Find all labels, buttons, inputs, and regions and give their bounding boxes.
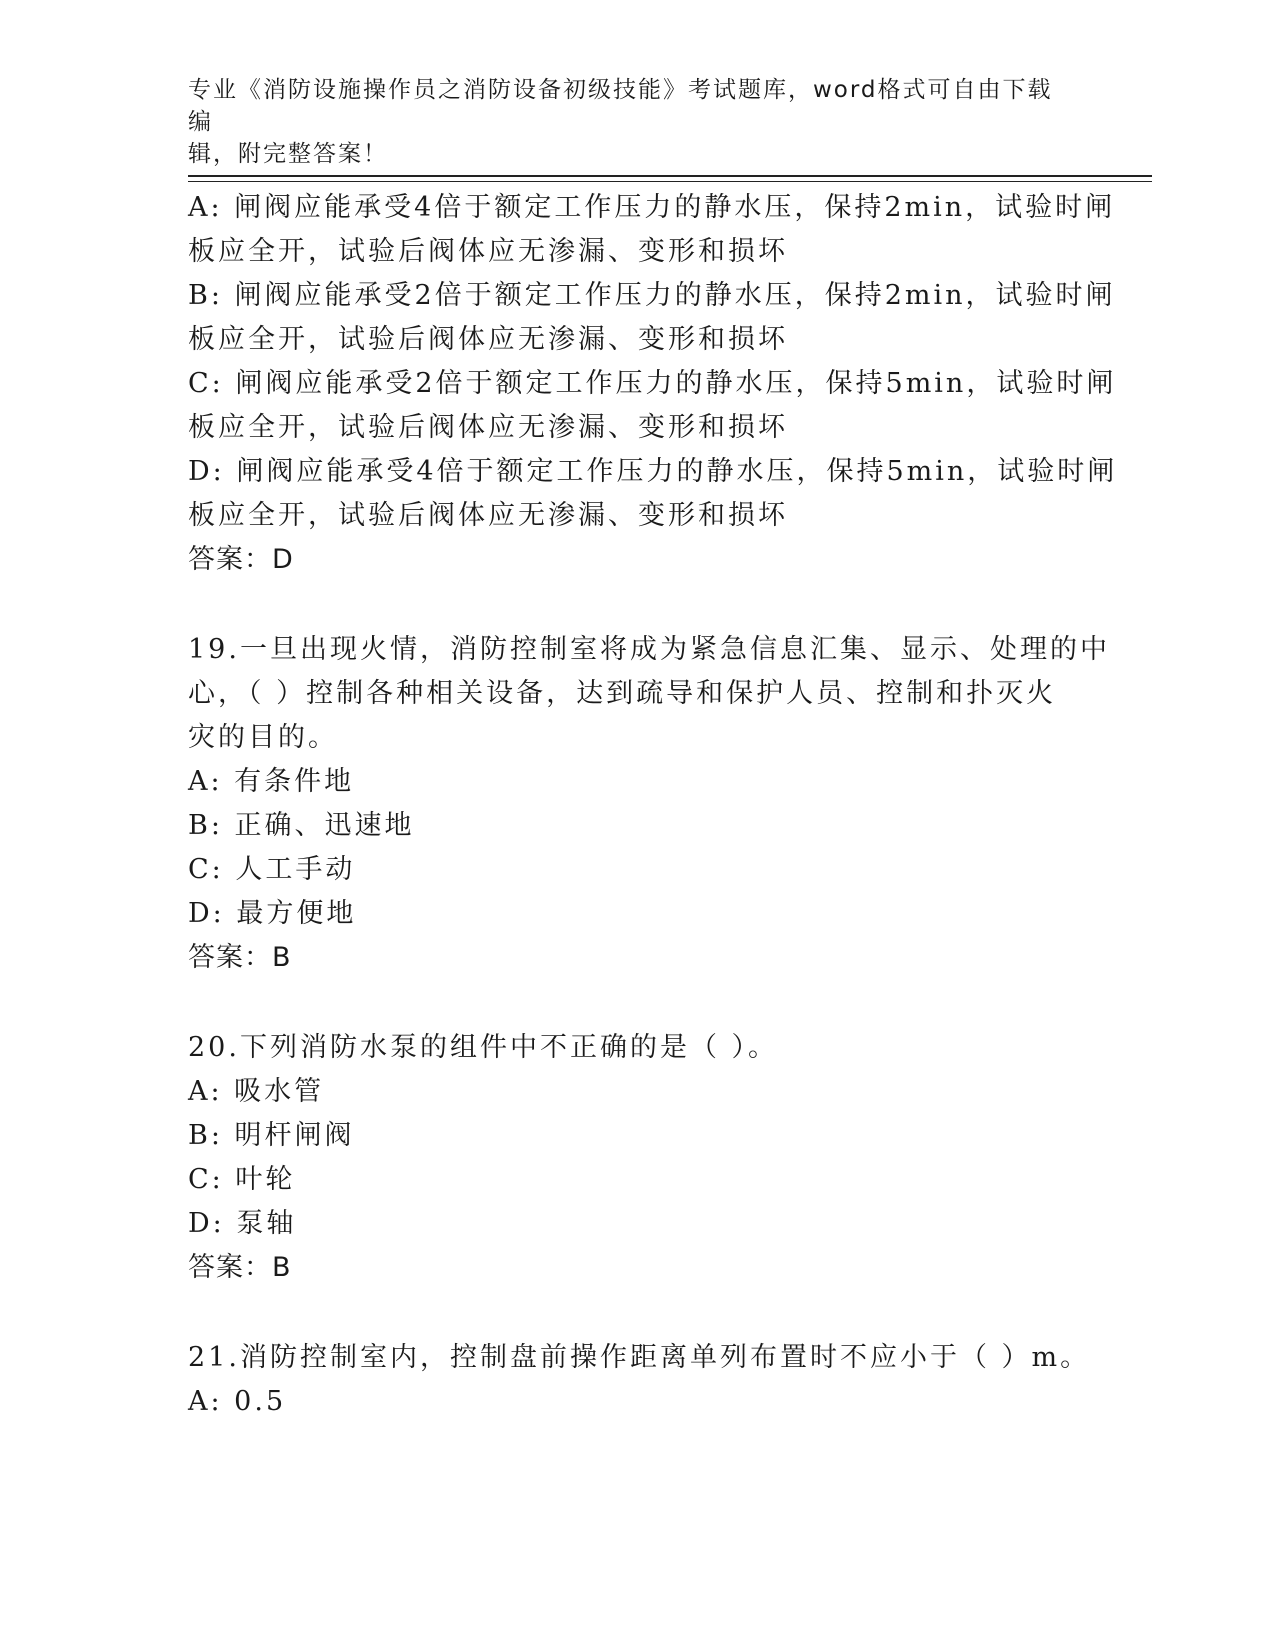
q18-option-a-line-1: A: 闸阀应能承受4倍于额定工作压力的静水压，保持2min，试验时闸: [188, 192, 1116, 223]
header-line-2: 辑，附完整答案！: [188, 141, 388, 167]
header-divider-thick: [188, 175, 1152, 177]
q19-option-a: A: 有条件地: [188, 766, 355, 797]
q18-option-c-line-2: 板应全开，试验后阀体应无渗漏、变形和损坏: [188, 412, 788, 443]
q19-stem-line-3: 灾的目的。: [188, 722, 338, 753]
q18-option-a-line-2: 板应全开，试验后阀体应无渗漏、变形和损坏: [188, 236, 788, 267]
q20-option-d: D: 泵轴: [188, 1208, 297, 1239]
q18-option-d-line-1: D: 闸阀应能承受4倍于额定工作压力的静水压，保持5min，试验时闸: [188, 456, 1118, 487]
q18-answer: 答案：D: [188, 544, 294, 575]
q19-stem-line-2: 心，（ ）控制各种相关设备，达到疏导和保护人员、控制和扑灭火: [188, 678, 1057, 709]
q20-option-a: A: 吸水管: [188, 1076, 325, 1107]
q18-option-c-line-1: C: 闸阀应能承受2倍于额定工作压力的静水压，保持5min，试验时闸: [188, 368, 1117, 399]
q20-answer: 答案：B: [188, 1252, 292, 1283]
q19-option-c: C: 人工手动: [188, 854, 356, 885]
q18-option-d-line-2: 板应全开，试验后阀体应无渗漏、变形和损坏: [188, 500, 788, 531]
document-header: [188, 74, 1068, 170]
q19-answer: 答案：B: [188, 942, 292, 973]
q20-option-c: C: 叶轮: [188, 1164, 296, 1195]
q18-option-b-line-2: 板应全开，试验后阀体应无渗漏、变形和损坏: [188, 324, 788, 355]
q19-option-b: B: 正确、迅速地: [188, 810, 415, 841]
q19-stem-line-1: 19.一旦出现火情，消防控制室将成为紧急信息汇集、显示、处理的中: [188, 634, 1110, 665]
q21-option-a: A: 0.5: [188, 1386, 287, 1417]
q18-option-b-line-1: B: 闸阀应能承受2倍于额定工作压力的静水压，保持2min，试验时闸: [188, 280, 1116, 311]
q20-option-b: B: 明杆闸阀: [188, 1120, 355, 1151]
q20-stem: 20.下列消防水泵的组件中不正确的是（ ）。: [188, 1032, 779, 1063]
header-line-1: 专业《消防设施操作员之消防设备初级技能》考试题库，word格式可自由下载编: [188, 77, 1053, 135]
q21-stem: 21.消防控制室内，控制盘前操作距离单列布置时不应小于（ ）m。: [188, 1342, 1091, 1373]
q19-option-d: D: 最方便地: [188, 898, 357, 929]
header-divider-thin: [188, 181, 1152, 182]
